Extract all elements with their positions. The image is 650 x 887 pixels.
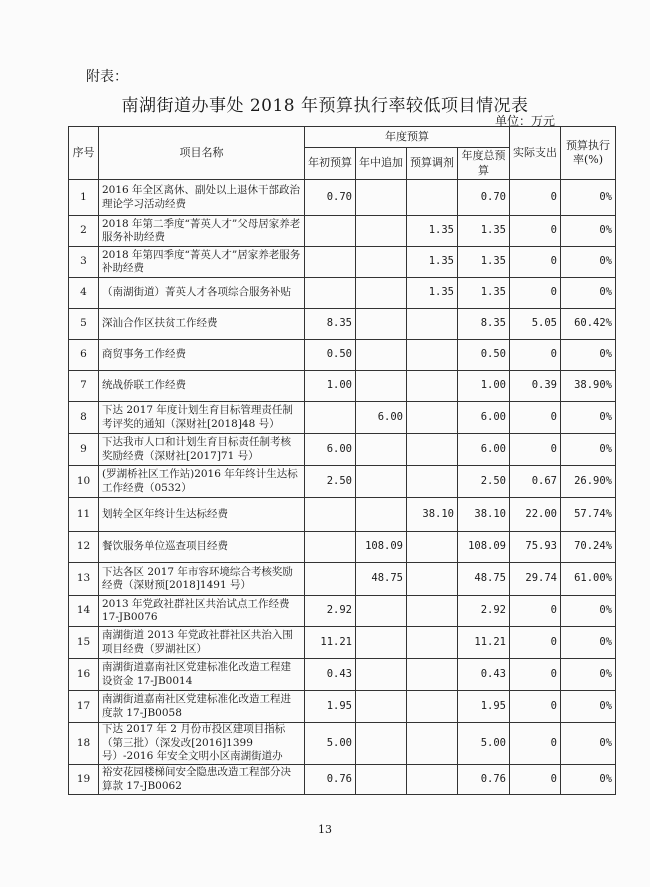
execution-rate: 0% xyxy=(561,247,616,278)
midyear-addition xyxy=(356,371,407,402)
row-number: 19 xyxy=(69,765,99,795)
table-row xyxy=(69,309,616,340)
execution-rate: 57.74% xyxy=(561,498,616,532)
initial-budget xyxy=(305,247,356,278)
midyear-addition xyxy=(356,247,407,278)
initial-budget: 0.50 xyxy=(305,340,356,371)
total-budget: 8.35 xyxy=(458,309,510,340)
project-name: 南湖街道 2013 年党政社群社区共治入围项目经费（罗湖社区） xyxy=(99,627,305,659)
budget-adjustment xyxy=(407,596,458,627)
budget-adjustment: 1.35 xyxy=(407,278,458,309)
midyear-addition: 108.09 xyxy=(356,532,407,563)
initial-budget: 0.43 xyxy=(305,659,356,691)
row-number: 16 xyxy=(69,659,99,691)
budget-adjustment xyxy=(407,402,458,434)
execution-rate: 0% xyxy=(561,723,616,765)
row-number: 15 xyxy=(69,627,99,659)
table-row xyxy=(69,498,616,532)
project-name: 南湖街道嘉南社区党建标准化改造工程进度款 17-JB0058 xyxy=(99,691,305,723)
actual-spending: 0 xyxy=(510,216,561,247)
execution-rate: 0% xyxy=(561,340,616,371)
actual-spending: 29.74 xyxy=(510,563,561,596)
execution-rate: 26.90% xyxy=(561,466,616,498)
budget-adjustment: 1.35 xyxy=(407,247,458,278)
execution-rate: 0% xyxy=(561,691,616,723)
actual-spending: 0 xyxy=(510,765,561,795)
project-name: 下达 2017 年 2 月份市投区建项目指标（第三批）（深发改[2016]1399 号）-2016 年安全文明小区南湖街道办 xyxy=(99,723,305,765)
initial-budget: 5.00 xyxy=(305,723,356,765)
actual-spending: 0 xyxy=(510,659,561,691)
midyear-addition xyxy=(356,278,407,309)
row-number: 5 xyxy=(69,309,99,340)
execution-rate: 0% xyxy=(561,180,616,216)
total-budget: 11.21 xyxy=(458,627,510,659)
actual-spending: 0.39 xyxy=(510,371,561,402)
project-name: 下达我市人口和计划生育目标责任制考核奖励经费（深财社[2017]71 号） xyxy=(99,434,305,466)
project-name: 下达 2017 年度计划生育目标管理责任制考评奖的通知（深财社[2018]48 号） xyxy=(99,402,305,434)
project-name: 2013 年党政社群社区共治试点工作经费 17-JB0076 xyxy=(99,596,305,627)
row-number: 7 xyxy=(69,371,99,402)
actual-spending: 5.05 xyxy=(510,309,561,340)
total-budget: 0.43 xyxy=(458,659,510,691)
initial-budget: 0.70 xyxy=(305,180,356,216)
actual-spending: 0 xyxy=(510,691,561,723)
row-number: 12 xyxy=(69,532,99,563)
project-name: (罗湖桥社区工作站)2016 年年终计生达标工作经费（0532） xyxy=(99,466,305,498)
project-name: 深汕合作区扶贫工作经费 xyxy=(99,309,305,340)
total-budget: 1.35 xyxy=(458,247,510,278)
execution-rate: 0% xyxy=(561,659,616,691)
budget-table xyxy=(68,126,616,795)
budget-adjustment: 38.10 xyxy=(407,498,458,532)
actual-spending: 0 xyxy=(510,627,561,659)
initial-budget xyxy=(305,216,356,247)
execution-rate: 0% xyxy=(561,434,616,466)
actual-spending: 0 xyxy=(510,340,561,371)
project-name: 南湖街道嘉南社区党建标准化改造工程建设资金 17-JB0014 xyxy=(99,659,305,691)
actual-spending: 22.00 xyxy=(510,498,561,532)
table-row xyxy=(69,659,616,691)
header-midyear: 年中追加 xyxy=(356,148,407,180)
initial-budget: 11.21 xyxy=(305,627,356,659)
project-name: 2018 年第二季度“菁英人才”父母居家养老服务补助经费 xyxy=(99,216,305,247)
initial-budget xyxy=(305,402,356,434)
table-row xyxy=(69,278,616,309)
annex-label: 附表： xyxy=(86,69,128,85)
budget-adjustment xyxy=(407,691,458,723)
execution-rate: 70.24% xyxy=(561,532,616,563)
execution-rate: 0% xyxy=(561,596,616,627)
actual-spending: 0 xyxy=(510,247,561,278)
row-number: 10 xyxy=(69,466,99,498)
table-row xyxy=(69,371,616,402)
actual-spending: 0 xyxy=(510,278,561,309)
row-number: 18 xyxy=(69,723,99,765)
execution-rate: 0% xyxy=(561,216,616,247)
execution-rate: 0% xyxy=(561,627,616,659)
actual-spending: 0 xyxy=(510,596,561,627)
row-number: 17 xyxy=(69,691,99,723)
project-name: 2016 年全区离休、副处以上退休干部政治理论学习活动经费 xyxy=(99,180,305,216)
actual-spending: 0 xyxy=(510,434,561,466)
initial-budget: 1.95 xyxy=(305,691,356,723)
budget-adjustment: 1.35 xyxy=(407,216,458,247)
total-budget: 2.50 xyxy=(458,466,510,498)
table-row xyxy=(69,723,616,765)
initial-budget: 8.35 xyxy=(305,309,356,340)
page-title: 南湖街道办事处 2018 年预算执行率较低项目情况表 xyxy=(121,96,529,116)
execution-rate: 61.00% xyxy=(561,563,616,596)
actual-spending: 0.67 xyxy=(510,466,561,498)
row-number: 14 xyxy=(69,596,99,627)
table-row xyxy=(69,596,616,627)
row-number: 2 xyxy=(69,216,99,247)
midyear-addition xyxy=(356,309,407,340)
total-budget: 5.00 xyxy=(458,723,510,765)
project-name: 统战侨联工作经费 xyxy=(99,371,305,402)
table-row xyxy=(69,765,616,795)
midyear-addition xyxy=(356,596,407,627)
budget-adjustment xyxy=(407,340,458,371)
header-adjust: 预算调剂 xyxy=(407,148,458,180)
midyear-addition xyxy=(356,765,407,795)
project-name: 餐饮服务单位巡查项目经费 xyxy=(99,532,305,563)
midyear-addition xyxy=(356,466,407,498)
row-number: 13 xyxy=(69,563,99,596)
execution-rate: 0% xyxy=(561,402,616,434)
initial-budget xyxy=(305,563,356,596)
header-name: 项目名称 xyxy=(99,127,305,180)
actual-spending: 75.93 xyxy=(510,532,561,563)
header-seq: 序号 xyxy=(69,127,99,180)
table-row xyxy=(69,532,616,563)
execution-rate: 60.42% xyxy=(561,309,616,340)
actual-spending: 0 xyxy=(510,180,561,216)
project-name: 下达各区 2017 年市容环境综合考核奖励经费（深财预[2018]1491 号） xyxy=(99,563,305,596)
actual-spending: 0 xyxy=(510,402,561,434)
table-row xyxy=(69,216,616,247)
total-budget: 0.70 xyxy=(458,180,510,216)
header-total: 年度总预算 xyxy=(458,148,510,180)
project-name: 2018 年第四季度“菁英人才”居家养老服务补助经费 xyxy=(99,247,305,278)
project-name: 划转全区年终计生达标经费 xyxy=(99,498,305,532)
row-number: 4 xyxy=(69,278,99,309)
execution-rate: 0% xyxy=(561,765,616,795)
header-annual-budget: 年度预算 xyxy=(305,127,510,148)
row-number: 6 xyxy=(69,340,99,371)
total-budget: 1.00 xyxy=(458,371,510,402)
header-rate: 预算执行率(%) xyxy=(561,127,616,180)
total-budget: 1.95 xyxy=(458,691,510,723)
row-number: 3 xyxy=(69,247,99,278)
row-number: 1 xyxy=(69,180,99,216)
initial-budget: 2.92 xyxy=(305,596,356,627)
budget-adjustment xyxy=(407,466,458,498)
table-row xyxy=(69,247,616,278)
execution-rate: 0% xyxy=(561,278,616,309)
midyear-addition: 48.75 xyxy=(356,563,407,596)
unit-label: 单位：万元 xyxy=(495,114,556,128)
row-number: 11 xyxy=(69,498,99,532)
project-name: 裕安花园楼梯间安全隐患改造工程部分决算款 17-JB0062 xyxy=(99,765,305,795)
total-budget: 108.09 xyxy=(458,532,510,563)
table-row xyxy=(69,466,616,498)
total-budget: 0.50 xyxy=(458,340,510,371)
budget-adjustment xyxy=(407,434,458,466)
page-number: 13 xyxy=(318,823,332,836)
table-row xyxy=(69,627,616,659)
budget-adjustment xyxy=(407,309,458,340)
initial-budget xyxy=(305,498,356,532)
table-row xyxy=(69,434,616,466)
total-budget: 1.35 xyxy=(458,216,510,247)
midyear-addition xyxy=(356,180,407,216)
total-budget: 48.75 xyxy=(458,563,510,596)
table-row xyxy=(69,402,616,434)
budget-adjustment xyxy=(407,180,458,216)
row-number: 9 xyxy=(69,434,99,466)
budget-adjustment xyxy=(407,371,458,402)
midyear-addition xyxy=(356,434,407,466)
midyear-addition: 6.00 xyxy=(356,402,407,434)
budget-adjustment xyxy=(407,563,458,596)
header-initial: 年初预算 xyxy=(305,148,356,180)
table-row xyxy=(69,691,616,723)
midyear-addition xyxy=(356,340,407,371)
midyear-addition xyxy=(356,498,407,532)
budget-adjustment xyxy=(407,659,458,691)
initial-budget xyxy=(305,278,356,309)
midyear-addition xyxy=(356,691,407,723)
table-row xyxy=(69,340,616,371)
budget-adjustment xyxy=(407,532,458,563)
header-actual: 实际支出 xyxy=(510,127,561,180)
initial-budget xyxy=(305,532,356,563)
budget-adjustment xyxy=(407,627,458,659)
project-name: （南湖街道）菁英人才各项综合服务补贴 xyxy=(99,278,305,309)
execution-rate: 38.90% xyxy=(561,371,616,402)
budget-adjustment xyxy=(407,723,458,765)
midyear-addition xyxy=(356,216,407,247)
total-budget: 38.10 xyxy=(458,498,510,532)
project-name: 商贸事务工作经费 xyxy=(99,340,305,371)
total-budget: 2.92 xyxy=(458,596,510,627)
midyear-addition xyxy=(356,627,407,659)
total-budget: 6.00 xyxy=(458,402,510,434)
total-budget: 0.76 xyxy=(458,765,510,795)
total-budget: 6.00 xyxy=(458,434,510,466)
initial-budget: 1.00 xyxy=(305,371,356,402)
midyear-addition xyxy=(356,659,407,691)
initial-budget: 2.50 xyxy=(305,466,356,498)
budget-adjustment xyxy=(407,765,458,795)
initial-budget: 0.76 xyxy=(305,765,356,795)
row-number: 8 xyxy=(69,402,99,434)
midyear-addition xyxy=(356,723,407,765)
table-row xyxy=(69,563,616,596)
total-budget: 1.35 xyxy=(458,278,510,309)
table-row xyxy=(69,180,616,216)
initial-budget: 6.00 xyxy=(305,434,356,466)
actual-spending: 0 xyxy=(510,723,561,765)
